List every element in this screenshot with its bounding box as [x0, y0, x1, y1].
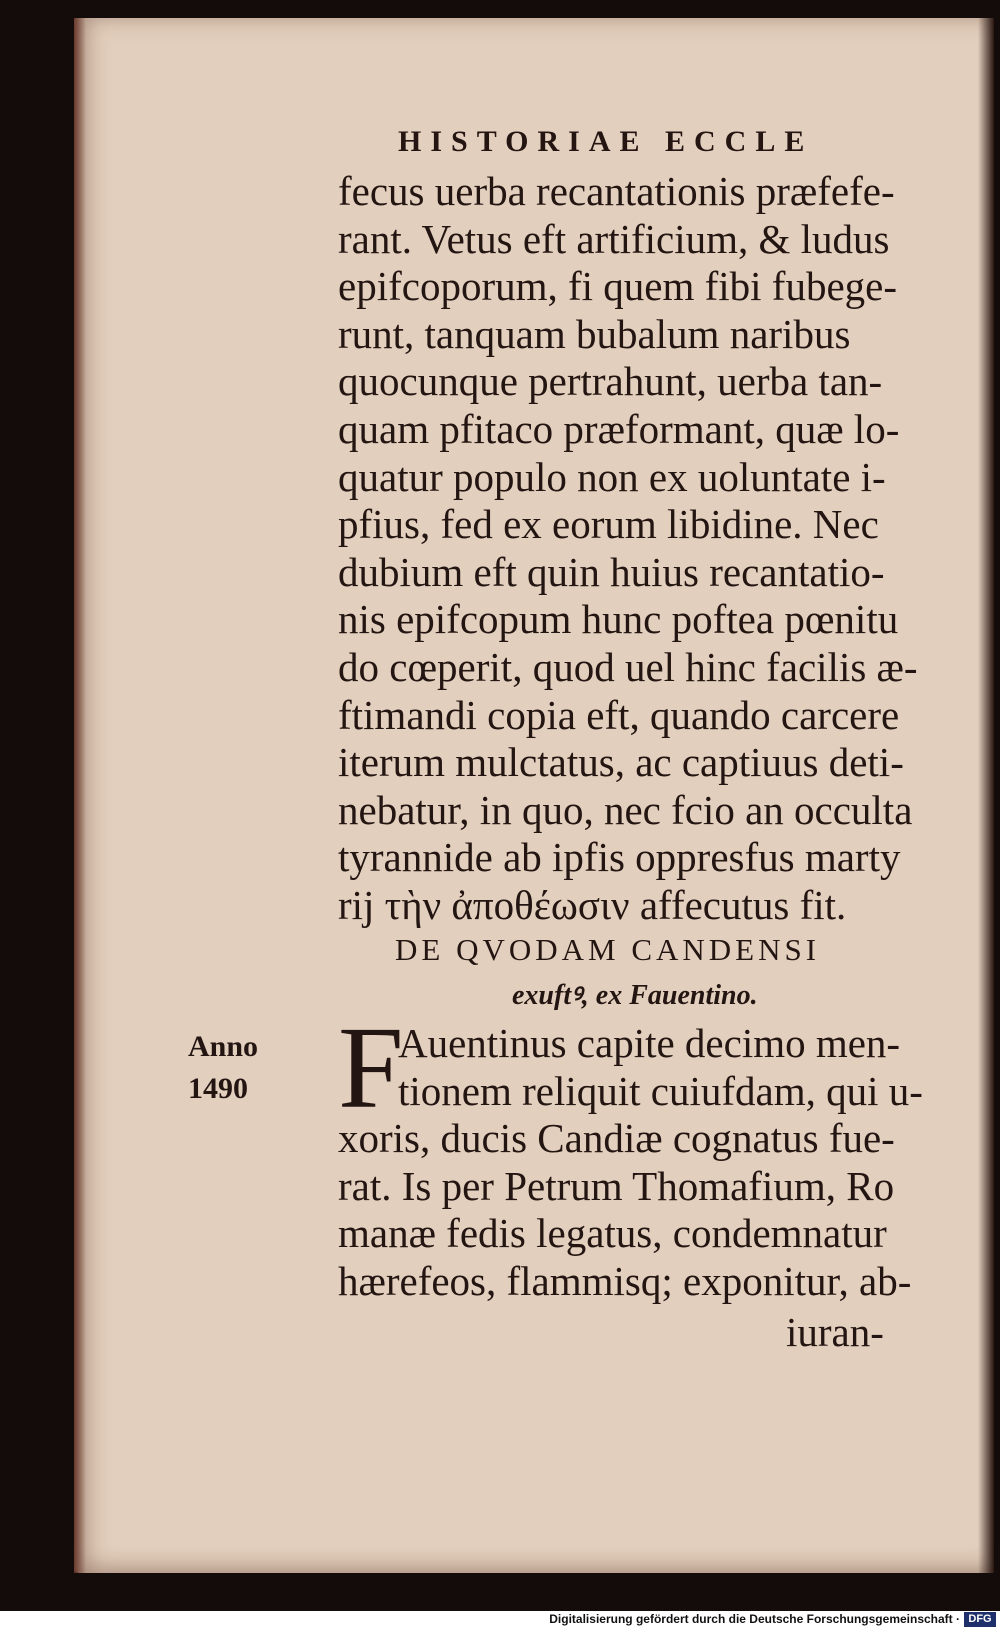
- text-line: tionem reliquit cuiufdam, qui u-: [398, 1067, 923, 1114]
- text-line: manæ fedis legatus, condemnatur: [338, 1210, 887, 1257]
- text-line: Auentinus capite decimo men-: [398, 1020, 901, 1066]
- section-subheading: exuftꝰ, ex Fauentino.: [512, 980, 758, 1011]
- margin-note: [188, 1026, 258, 1110]
- text-line: fecus uerba recantationis præfefe-: [338, 168, 895, 214]
- text-line: quam pfitaco præformant, quæ lo-: [338, 405, 900, 452]
- text-line: quocunque pertrahunt, uerba tan-: [338, 358, 883, 405]
- text-line: ftimandi copia eft, quando carcere: [338, 691, 900, 738]
- text-line: do cœperit, quod uel hinc facilis æ-: [338, 643, 918, 690]
- text-line: iterum mulctatus, ac captiuus deti-: [338, 739, 904, 786]
- section-heading: DE QVODAM CANDENSI: [395, 932, 821, 967]
- running-head: HISTORIAE ECCLE: [398, 125, 814, 158]
- text-line: epifcoporum, fi quem fibi fubege-: [338, 263, 898, 310]
- page-gutter-shadow: [74, 18, 86, 1573]
- catchword: iuran-: [786, 1309, 884, 1355]
- drop-initial: F: [338, 1002, 404, 1133]
- text-line: pfius, fed ex eorum libidine. Nec: [338, 501, 879, 548]
- text-line: tyrannide ab ipfis oppresfus marty: [338, 834, 901, 881]
- margin-note-year: 1490: [188, 1072, 248, 1105]
- margin-note-label: Anno: [188, 1030, 259, 1063]
- text-line: nebatur, in quo, nec fcio an occulta: [338, 786, 913, 833]
- body-text: [338, 168, 968, 930]
- text-line: quatur populo non ex uoluntate i-: [338, 453, 886, 500]
- section-text: [338, 1002, 968, 1306]
- dfg-logo: DFG: [964, 1612, 996, 1627]
- text-line: rij τὴν ἀποθέωσιν affecutus fit.: [338, 881, 847, 928]
- page-edge-shadow: [978, 18, 994, 1573]
- text-line: runt, tanquam bubalum naribus: [338, 310, 851, 357]
- text-line: rat. Is per Petrum Thomafium, Ro: [338, 1162, 895, 1209]
- text-line: xoris, ducis Candiæ cognatus fue-: [338, 1115, 895, 1162]
- text-line: dubium eft quin huius recantatio-: [338, 548, 885, 595]
- text-line: hærefeos, flammisq; exponitur, ab-: [338, 1257, 912, 1304]
- text-line: nis epifcopum hunc poftea pœnitu: [338, 596, 899, 643]
- text-line: rant. Vetus eft artificium, & ludus: [338, 215, 890, 262]
- footer-bar: [0, 1611, 1000, 1629]
- footer-credit: Digitalisierung gefördert durch die Deutsche Forschungsgemeinschaft ·: [549, 1612, 960, 1626]
